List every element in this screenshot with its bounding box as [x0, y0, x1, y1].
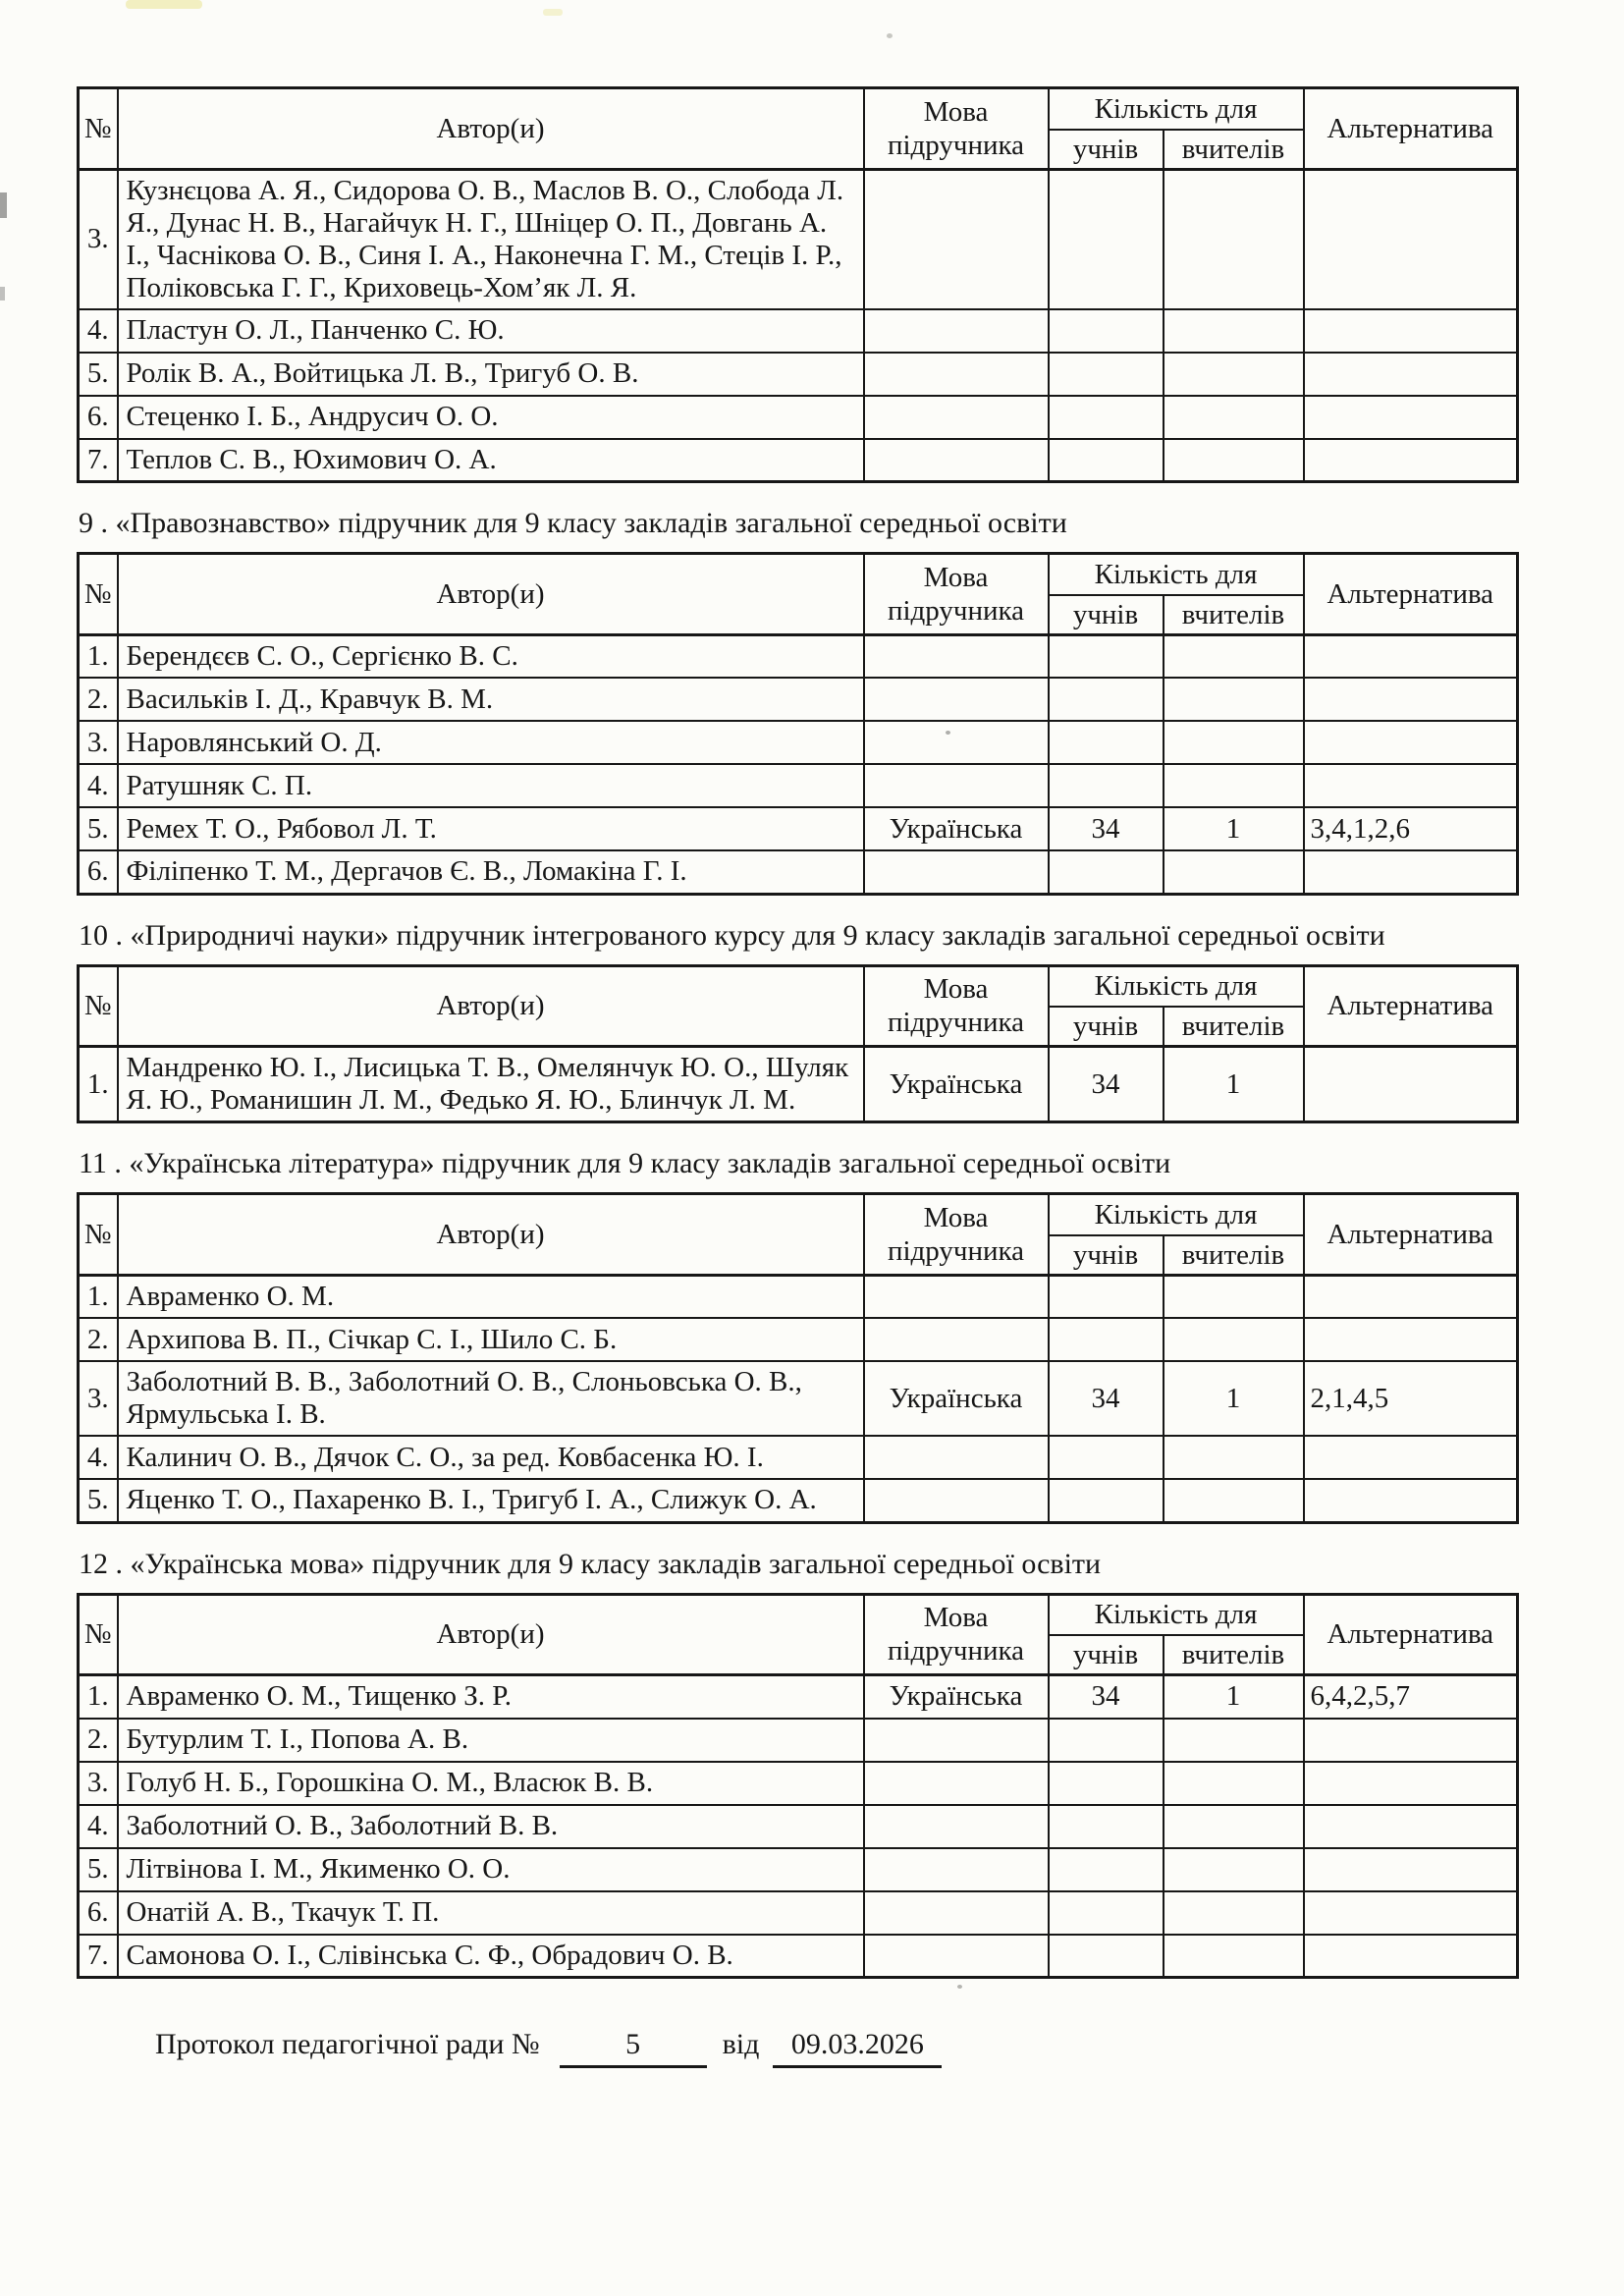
cell-alternative: 6,4,2,5,7 — [1304, 1675, 1518, 1719]
textbook-table — [77, 964, 1519, 1124]
cell-number: 7. — [79, 1935, 118, 1978]
protocol-date: 09.03.2026 — [790, 2028, 924, 2060]
column-header-language: Мова підручника — [864, 1194, 1049, 1276]
cell-authors: Кузнєцова А. Я., Сидорова О. В., Маслов В. О., Слобода Л. Я., Дунас Н. В., Нагайчук Н. Г., Шніцер О. П., Довгань А. І., Часнікова О. В., Синя І. А., Наконечна Г. М., Стеців І. Р., Поліковська Г. Г., Криховець-Хом’як Л. Я. — [118, 169, 864, 309]
cell-authors: Онатій А. В., Ткачук Т. П. — [118, 1891, 864, 1935]
scan-artifact — [887, 33, 893, 38]
table-row — [79, 1318, 1518, 1361]
cell-students-count — [1049, 721, 1164, 764]
cell-authors: Літвінова І. М., Якименко О. О. — [118, 1848, 864, 1891]
table-slot-ukrainian-literature — [77, 1192, 1516, 1524]
cell-language — [864, 678, 1049, 721]
cell-teachers-count — [1164, 1436, 1304, 1479]
cell-number: 4. — [79, 764, 118, 807]
cell-teachers-count — [1164, 1719, 1304, 1762]
cell-language — [864, 1848, 1049, 1891]
cell-students-count — [1049, 1805, 1164, 1848]
cell-students-count — [1049, 850, 1164, 894]
column-header-number: № — [79, 965, 118, 1047]
cell-teachers-count — [1164, 1848, 1304, 1891]
cell-alternative — [1304, 439, 1518, 482]
column-header-students: учнів — [1049, 1235, 1164, 1276]
cell-teachers-count — [1164, 169, 1304, 309]
table-slot-natural-sciences — [77, 964, 1516, 1124]
table-row — [79, 309, 1518, 353]
table-row — [79, 1675, 1518, 1719]
cell-language — [864, 1479, 1049, 1522]
column-header-alternative: Альтернатива — [1304, 88, 1518, 170]
cell-language — [864, 1891, 1049, 1935]
cell-language — [864, 1762, 1049, 1805]
table-slot-ukrainian-language — [77, 1593, 1516, 1980]
column-header-number: № — [79, 554, 118, 635]
cell-students-count — [1049, 1935, 1164, 1978]
table-row — [79, 169, 1518, 309]
cell-alternative — [1304, 1848, 1518, 1891]
cell-language — [864, 1275, 1049, 1318]
column-header-students: учнів — [1049, 1007, 1164, 1047]
cell-students-count: 34 — [1049, 807, 1164, 850]
cell-students-count — [1049, 634, 1164, 678]
column-header-alternative: Альтернатива — [1304, 1194, 1518, 1276]
table-row — [79, 721, 1518, 764]
cell-alternative — [1304, 1935, 1518, 1978]
cell-teachers-count — [1164, 764, 1304, 807]
cell-number: 5. — [79, 1479, 118, 1522]
cell-authors: Наровлянський О. Д. — [118, 721, 864, 764]
column-header-number: № — [79, 88, 118, 170]
cell-teachers-count: 1 — [1164, 1675, 1304, 1719]
cell-teachers-count — [1164, 1891, 1304, 1935]
table-row — [79, 1047, 1518, 1122]
column-header-quantity-for: Кількість для — [1049, 1594, 1304, 1635]
cell-authors: Голуб Н. Б., Горошкіна О. М., Власюк В. В. — [118, 1762, 864, 1805]
column-header-students: учнів — [1049, 595, 1164, 635]
protocol-label: Протокол педагогічної ради № — [155, 2028, 540, 2060]
table-slot-continuation — [77, 86, 1516, 483]
column-header-language: Мова підручника — [864, 88, 1049, 170]
cell-alternative — [1304, 1891, 1518, 1935]
column-header-students: учнів — [1049, 1635, 1164, 1675]
cell-number: 1. — [79, 1675, 118, 1719]
cell-authors: Ратушняк С. П. — [118, 764, 864, 807]
textbook-table — [77, 1593, 1519, 1980]
cell-number: 1. — [79, 1047, 118, 1122]
table-row — [79, 850, 1518, 894]
section-heading-11: 11 . «Українська література» підручник для 9 класу закладів загальної середньої освіти — [79, 1147, 1171, 1179]
cell-authors: Архипова В. П., Січкар С. І., Шило С. Б. — [118, 1318, 864, 1361]
cell-alternative — [1304, 850, 1518, 894]
table-row — [79, 764, 1518, 807]
textbook-table — [77, 1192, 1519, 1524]
protocol-from-label: від — [722, 2028, 760, 2060]
cell-alternative — [1304, 1047, 1518, 1122]
cell-students-count — [1049, 1762, 1164, 1805]
cell-authors: Яценко Т. О., Пахаренко В. І., Тригуб І. А., Слижук О. А. — [118, 1479, 864, 1522]
cell-number: 6. — [79, 396, 118, 439]
cell-alternative — [1304, 1719, 1518, 1762]
textbook-table — [77, 86, 1519, 483]
cell-number: 3. — [79, 1361, 118, 1436]
column-header-authors: Автор(и) — [118, 965, 864, 1047]
cell-students-count — [1049, 169, 1164, 309]
cell-students-count — [1049, 1891, 1164, 1935]
cell-language: Українська — [864, 807, 1049, 850]
cell-teachers-count: 1 — [1164, 807, 1304, 850]
scan-artifact — [0, 287, 5, 301]
table-row — [79, 353, 1518, 396]
column-header-language: Мова підручника — [864, 554, 1049, 635]
cell-number: 3. — [79, 1762, 118, 1805]
column-header-teachers: вчителів — [1164, 130, 1304, 170]
cell-language — [864, 721, 1049, 764]
table-slot-law — [77, 552, 1516, 896]
cell-teachers-count — [1164, 396, 1304, 439]
cell-number: 3. — [79, 169, 118, 309]
cell-students-count: 34 — [1049, 1047, 1164, 1122]
section-heading-9: 9 . «Правознавство» підручник для 9 класу закладів загальної середньої освіти — [79, 507, 1067, 539]
cell-authors: Заболотний О. В., Заболотний В. В. — [118, 1805, 864, 1848]
column-header-teachers: вчителів — [1164, 595, 1304, 635]
table-row — [79, 439, 1518, 482]
cell-number: 5. — [79, 353, 118, 396]
cell-alternative: 2,1,4,5 — [1304, 1361, 1518, 1436]
cell-alternative — [1304, 764, 1518, 807]
cell-number: 3. — [79, 721, 118, 764]
cell-number: 5. — [79, 1848, 118, 1891]
cell-students-count: 34 — [1049, 1675, 1164, 1719]
column-header-authors: Автор(и) — [118, 1194, 864, 1276]
cell-language: Українська — [864, 1047, 1049, 1122]
cell-authors: Мандренко Ю. І., Лисицька Т. В., Омелянчук Ю. О., Шуляк Я. Ю., Романишин Л. М., Федько Я. Ю., Блинчук Л. М. — [118, 1047, 864, 1122]
cell-number: 1. — [79, 1275, 118, 1318]
table-row — [79, 1762, 1518, 1805]
cell-students-count — [1049, 1436, 1164, 1479]
cell-authors: Філіпенко Т. М., Дергачов Є. В., Ломакіна Г. І. — [118, 850, 864, 894]
cell-teachers-count — [1164, 721, 1304, 764]
column-header-teachers: вчителів — [1164, 1635, 1304, 1675]
protocol-line — [155, 2028, 1516, 2068]
cell-teachers-count — [1164, 1805, 1304, 1848]
cell-alternative — [1304, 634, 1518, 678]
column-header-teachers: вчителів — [1164, 1235, 1304, 1276]
cell-students-count — [1049, 678, 1164, 721]
table-row — [79, 1361, 1518, 1436]
cell-authors: Ролік В. А., Войтицька Л. В., Тригуб О. В. — [118, 353, 864, 396]
cell-teachers-count — [1164, 1762, 1304, 1805]
column-header-number: № — [79, 1194, 118, 1276]
cell-authors: Стеценко І. Б., Андрусич О. О. — [118, 396, 864, 439]
table-row — [79, 1275, 1518, 1318]
cell-number: 4. — [79, 1436, 118, 1479]
cell-alternative — [1304, 1762, 1518, 1805]
cell-language — [864, 1318, 1049, 1361]
cell-students-count: 34 — [1049, 1361, 1164, 1436]
cell-number: 1. — [79, 634, 118, 678]
table-row — [79, 1848, 1518, 1891]
cell-alternative — [1304, 396, 1518, 439]
cell-teachers-count — [1164, 1479, 1304, 1522]
protocol-date-blank — [773, 2028, 942, 2068]
cell-language: Українська — [864, 1675, 1049, 1719]
cell-authors: Авраменко О. М. — [118, 1275, 864, 1318]
cell-authors: Самонова О. І., Слівінська С. Ф., Обрадович О. В. — [118, 1935, 864, 1978]
cell-teachers-count — [1164, 1318, 1304, 1361]
cell-language — [864, 353, 1049, 396]
cell-students-count — [1049, 764, 1164, 807]
table-row — [79, 1479, 1518, 1522]
cell-students-count — [1049, 1318, 1164, 1361]
cell-authors: Калинич О. В., Дячок С. О., за ред. Ковбасенка Ю. І. — [118, 1436, 864, 1479]
cell-alternative — [1304, 169, 1518, 309]
cell-language — [864, 1805, 1049, 1848]
cell-students-count — [1049, 309, 1164, 353]
cell-teachers-count: 1 — [1164, 1047, 1304, 1122]
column-header-language: Мова підручника — [864, 1594, 1049, 1675]
column-header-authors: Автор(и) — [118, 554, 864, 635]
cell-language — [864, 169, 1049, 309]
cell-students-count — [1049, 1848, 1164, 1891]
column-header-students: учнів — [1049, 130, 1164, 170]
cell-language — [864, 1935, 1049, 1978]
column-header-teachers: вчителів — [1164, 1007, 1304, 1047]
column-header-language: Мова підручника — [864, 965, 1049, 1047]
cell-language — [864, 309, 1049, 353]
cell-language — [864, 1436, 1049, 1479]
column-header-alternative: Альтернатива — [1304, 554, 1518, 635]
table-row — [79, 1719, 1518, 1762]
cell-authors: Бутурлим Т. І., Попова А. В. — [118, 1719, 864, 1762]
cell-alternative — [1304, 353, 1518, 396]
cell-alternative — [1304, 1275, 1518, 1318]
cell-students-count — [1049, 396, 1164, 439]
table-row — [79, 1891, 1518, 1935]
cell-alternative — [1304, 1318, 1518, 1361]
protocol-number: 5 — [625, 2028, 641, 2060]
column-header-number: № — [79, 1594, 118, 1675]
document-content — [77, 86, 1516, 2068]
cell-teachers-count — [1164, 678, 1304, 721]
cell-authors: Васильків І. Д., Кравчук В. М. — [118, 678, 864, 721]
column-header-authors: Автор(и) — [118, 1594, 864, 1675]
cell-students-count — [1049, 1275, 1164, 1318]
cell-students-count — [1049, 1719, 1164, 1762]
cell-language — [864, 764, 1049, 807]
cell-teachers-count — [1164, 850, 1304, 894]
cell-number: 2. — [79, 1719, 118, 1762]
cell-language — [864, 850, 1049, 894]
section-heading-12: 12 . «Українська мова» підручник для 9 класу закладів загальної середньої освіти — [79, 1547, 1102, 1580]
cell-teachers-count — [1164, 1935, 1304, 1978]
cell-authors: Теплов С. В., Юхимович О. А. — [118, 439, 864, 482]
cell-number: 4. — [79, 309, 118, 353]
cell-students-count — [1049, 353, 1164, 396]
scan-artifact — [0, 192, 7, 218]
cell-number: 2. — [79, 1318, 118, 1361]
cell-teachers-count — [1164, 353, 1304, 396]
column-header-quantity-for: Кількість для — [1049, 554, 1304, 595]
cell-teachers-count — [1164, 309, 1304, 353]
table-row — [79, 1436, 1518, 1479]
cell-number: 6. — [79, 850, 118, 894]
column-header-quantity-for: Кількість для — [1049, 1194, 1304, 1235]
cell-teachers-count: 1 — [1164, 1361, 1304, 1436]
cell-alternative — [1304, 309, 1518, 353]
column-header-quantity-for: Кількість для — [1049, 965, 1304, 1007]
cell-authors: Ремех Т. О., Рябовол Л. Т. — [118, 807, 864, 850]
cell-language — [864, 634, 1049, 678]
cell-language: Українська — [864, 1361, 1049, 1436]
cell-number: 6. — [79, 1891, 118, 1935]
protocol-number-blank — [560, 2028, 707, 2068]
cell-students-count — [1049, 439, 1164, 482]
column-header-quantity-for: Кількість для — [1049, 88, 1304, 130]
table-row — [79, 807, 1518, 850]
cell-students-count — [1049, 1479, 1164, 1522]
scan-artifact — [543, 9, 563, 16]
textbook-table — [77, 552, 1519, 896]
cell-alternative — [1304, 1479, 1518, 1522]
cell-number: 7. — [79, 439, 118, 482]
section-heading-10: 10 . «Природничі науки» підручник інтегрованого курсу для 9 класу закладів загальної середньої освіти — [79, 918, 1385, 952]
cell-alternative: 3,4,1,2,6 — [1304, 807, 1518, 850]
table-row — [79, 678, 1518, 721]
cell-language — [864, 439, 1049, 482]
cell-authors: Авраменко О. М., Тищенко З. Р. — [118, 1675, 864, 1719]
column-header-alternative: Альтернатива — [1304, 1594, 1518, 1675]
cell-teachers-count — [1164, 634, 1304, 678]
cell-authors: Заболотний В. В., Заболотний О. В., Слоньовська О. В., Ярмульська І. В. — [118, 1361, 864, 1436]
cell-number: 5. — [79, 807, 118, 850]
cell-alternative — [1304, 1805, 1518, 1848]
cell-alternative — [1304, 1436, 1518, 1479]
cell-language — [864, 1719, 1049, 1762]
cell-alternative — [1304, 678, 1518, 721]
cell-number: 4. — [79, 1805, 118, 1848]
column-header-alternative: Альтернатива — [1304, 965, 1518, 1047]
cell-authors: Берендєєв С. О., Сергієнко В. С. — [118, 634, 864, 678]
cell-language — [864, 396, 1049, 439]
cell-number: 2. — [79, 678, 118, 721]
table-row — [79, 1805, 1518, 1848]
table-row — [79, 1935, 1518, 1978]
cell-authors: Пластун О. Л., Панченко С. Ю. — [118, 309, 864, 353]
column-header-authors: Автор(и) — [118, 88, 864, 170]
table-row — [79, 634, 1518, 678]
table-row — [79, 396, 1518, 439]
cell-alternative — [1304, 721, 1518, 764]
scan-artifact — [126, 0, 202, 9]
cell-teachers-count — [1164, 439, 1304, 482]
cell-teachers-count — [1164, 1275, 1304, 1318]
